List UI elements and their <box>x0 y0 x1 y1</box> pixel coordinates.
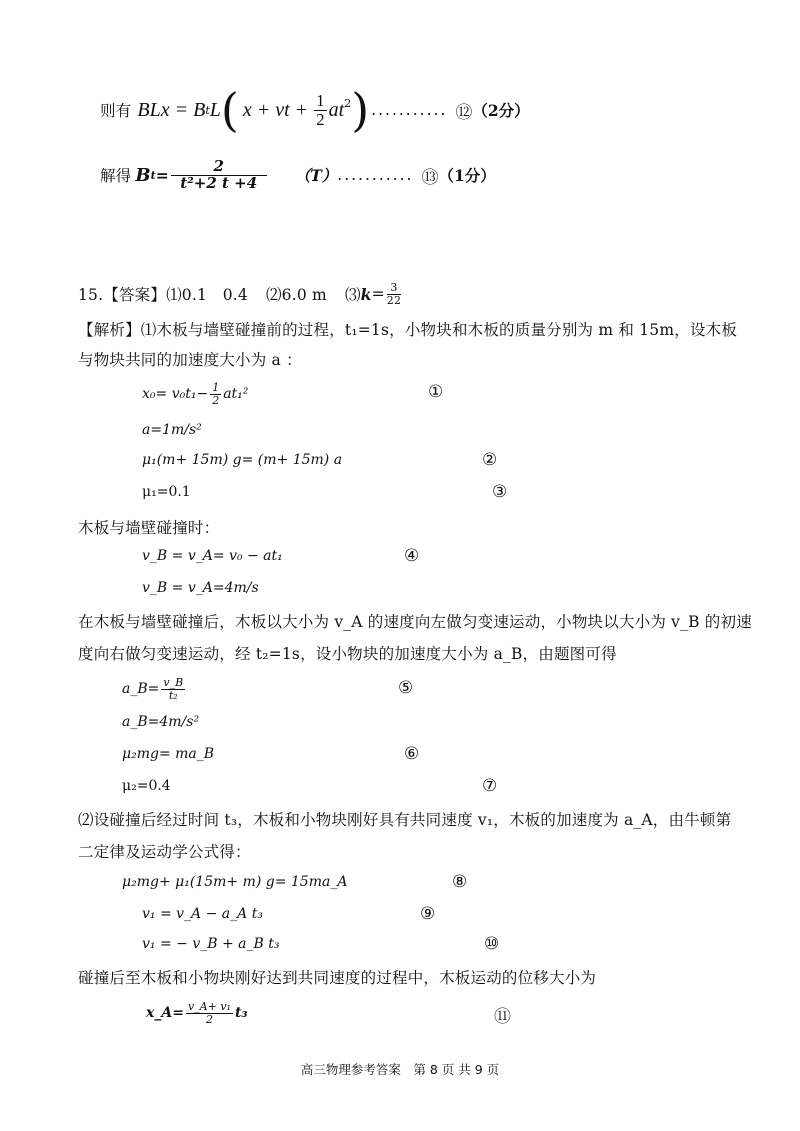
eq13-unit: （T） <box>294 166 338 185</box>
eq12-open-paren: ( <box>220 83 239 137</box>
paragraph-4: 碰撞后至木板和小物块刚好达到共同速度的过程中，木板运动的位移大小为 <box>78 969 597 987</box>
paragraph-3-line-1: ⑵设碰撞后经过时间 t₃，木板和小物块刚好具有共同速度 v₁，木板的加速度为 a_A，由牛顿第 <box>78 811 732 829</box>
eq11-fraction <box>186 1001 233 1025</box>
eq11-tail: t₃ <box>234 1005 248 1021</box>
equation-12 <box>100 80 530 140</box>
eq1-lhs: x₀= v₀t₁− <box>142 386 209 402</box>
marker-10: ⑩ <box>484 934 500 954</box>
eq1-num: 1 <box>212 380 220 394</box>
eq13-den: t²+2 t +4 <box>180 173 258 192</box>
eq5-den: t₂ <box>168 688 178 702</box>
eq13-fraction <box>171 156 267 192</box>
marker-2: ② <box>482 450 498 470</box>
analysis-line-2: 与物块共同的加速度大小为 a ： <box>78 351 302 369</box>
equation-5 <box>122 672 187 706</box>
equation-5b: a_B=4m/s² <box>122 714 200 730</box>
eq13-num: 2 <box>171 159 267 176</box>
eq13-prefix: 解得 <box>100 167 132 185</box>
eq13-lhs: B <box>135 164 151 186</box>
marker-6: ⑥ <box>404 744 420 764</box>
answer-k: k <box>360 284 372 304</box>
eq13-score: （1分） <box>438 166 496 185</box>
eq1-fraction <box>210 382 221 406</box>
eq12-prefix: 则有 <box>100 102 132 120</box>
eq12-frac-den: 2 <box>316 109 325 129</box>
answer-part-3: ⑶ <box>344 286 361 304</box>
paragraph-2-line-1: 在木板与墙壁碰撞后，木板以大小为 v_A 的速度向左做匀变速运动，小物块以大小为 v_B 的初速 <box>78 613 752 631</box>
eq12-inner-a: x + vt + <box>242 98 309 121</box>
answer-k-fraction <box>387 282 401 306</box>
answer-k-num: 3 <box>387 282 401 295</box>
eq13-marker: ⑬ <box>421 167 439 188</box>
eq13-lhs-sub: t <box>150 168 156 182</box>
answer-k-den: 22 <box>386 293 402 307</box>
eq13-equals: = <box>155 165 169 185</box>
answer-part-2: ⑵6.0 m <box>265 286 327 304</box>
eq12-lhs-tail: L <box>209 98 221 121</box>
marker-11: ⑪ <box>494 1007 511 1027</box>
q15-answer <box>78 276 403 312</box>
equation-6: μ₂mg= ma_B <box>122 746 215 762</box>
equation-2: μ₁(m+ 15m) g= (m+ 15m) a <box>142 452 343 468</box>
equation-9: v₁ = v_A − a_A t₃ <box>142 906 263 922</box>
marker-8: ⑧ <box>452 872 468 892</box>
equation-4: v_B = v_A= v₀ − at₁ <box>142 548 283 564</box>
equation-1 <box>142 376 248 412</box>
equation-10: v₁ = − v_B + a_B t₃ <box>142 936 280 952</box>
marker-1: ① <box>428 382 444 402</box>
eq12-close-paren: ) <box>351 83 370 137</box>
answer-head: 15.【答案】 <box>78 286 167 304</box>
equation-13 <box>100 150 496 200</box>
equation-a: a=1m/s² <box>142 422 202 438</box>
eq12-inner-b: at <box>328 98 345 121</box>
answer-part-1: ⑴0.1 0.4 <box>166 286 248 304</box>
equation-7: μ₂=0.4 <box>122 778 171 794</box>
eq11-den: 2 <box>205 1012 213 1026</box>
analysis-line-1: 【解析】⑴木板与墙壁碰撞前的过程，t₁=1s，小物块和木板的质量分别为 m 和 15m，设木板 <box>78 321 738 339</box>
page-footer: 高三物理参考答案 第 8 页 共 9 页 <box>300 1062 500 1077</box>
eq12-dots: ........... <box>371 101 448 119</box>
marker-7: ⑦ <box>482 776 498 796</box>
marker-5: ⑤ <box>398 678 414 698</box>
eq1-tail: at₁² <box>223 386 249 402</box>
eq13-dots: ........... <box>337 166 414 184</box>
eq5-num: v_B <box>163 675 184 689</box>
eq11-lhs: x_A= <box>146 1005 184 1021</box>
eq12-score: （2分） <box>472 101 530 120</box>
eq5-lhs: a_B= <box>122 681 160 697</box>
eq1-den: 2 <box>212 393 220 407</box>
equation-4b: v_B = v_A=4m/s <box>142 580 259 596</box>
answer-eq: = <box>371 285 385 303</box>
eq12-fraction <box>314 92 327 129</box>
equation-11 <box>146 996 248 1030</box>
eq12-lhs-sub: t <box>205 103 210 117</box>
eq12-inner-sup: 2 <box>344 96 352 110</box>
eq5-fraction <box>161 677 185 701</box>
equation-8: μ₂mg+ μ₁(15m+ m) g= 15ma_A <box>122 874 348 890</box>
marker-3: ③ <box>492 482 508 502</box>
marker-9: ⑨ <box>420 904 436 924</box>
eq12-lhs: BLx = B <box>137 98 206 121</box>
eq12-frac-num: 1 <box>316 90 325 110</box>
eq12-marker: ⑫ <box>455 102 473 123</box>
marker-4: ④ <box>404 546 420 566</box>
equation-3: μ₁=0.1 <box>142 484 191 500</box>
hit-heading: 木板与墙壁碰撞时： <box>78 519 220 537</box>
paragraph-3-line-2: 二定律及运动学公式得： <box>78 843 251 861</box>
eq11-num: v_A+ v₁ <box>187 999 231 1013</box>
paragraph-2-line-2: 度向右做匀变速运动，经 t₂=1s，设小物块的加速度大小为 a_B，由题图可得 <box>78 645 617 663</box>
